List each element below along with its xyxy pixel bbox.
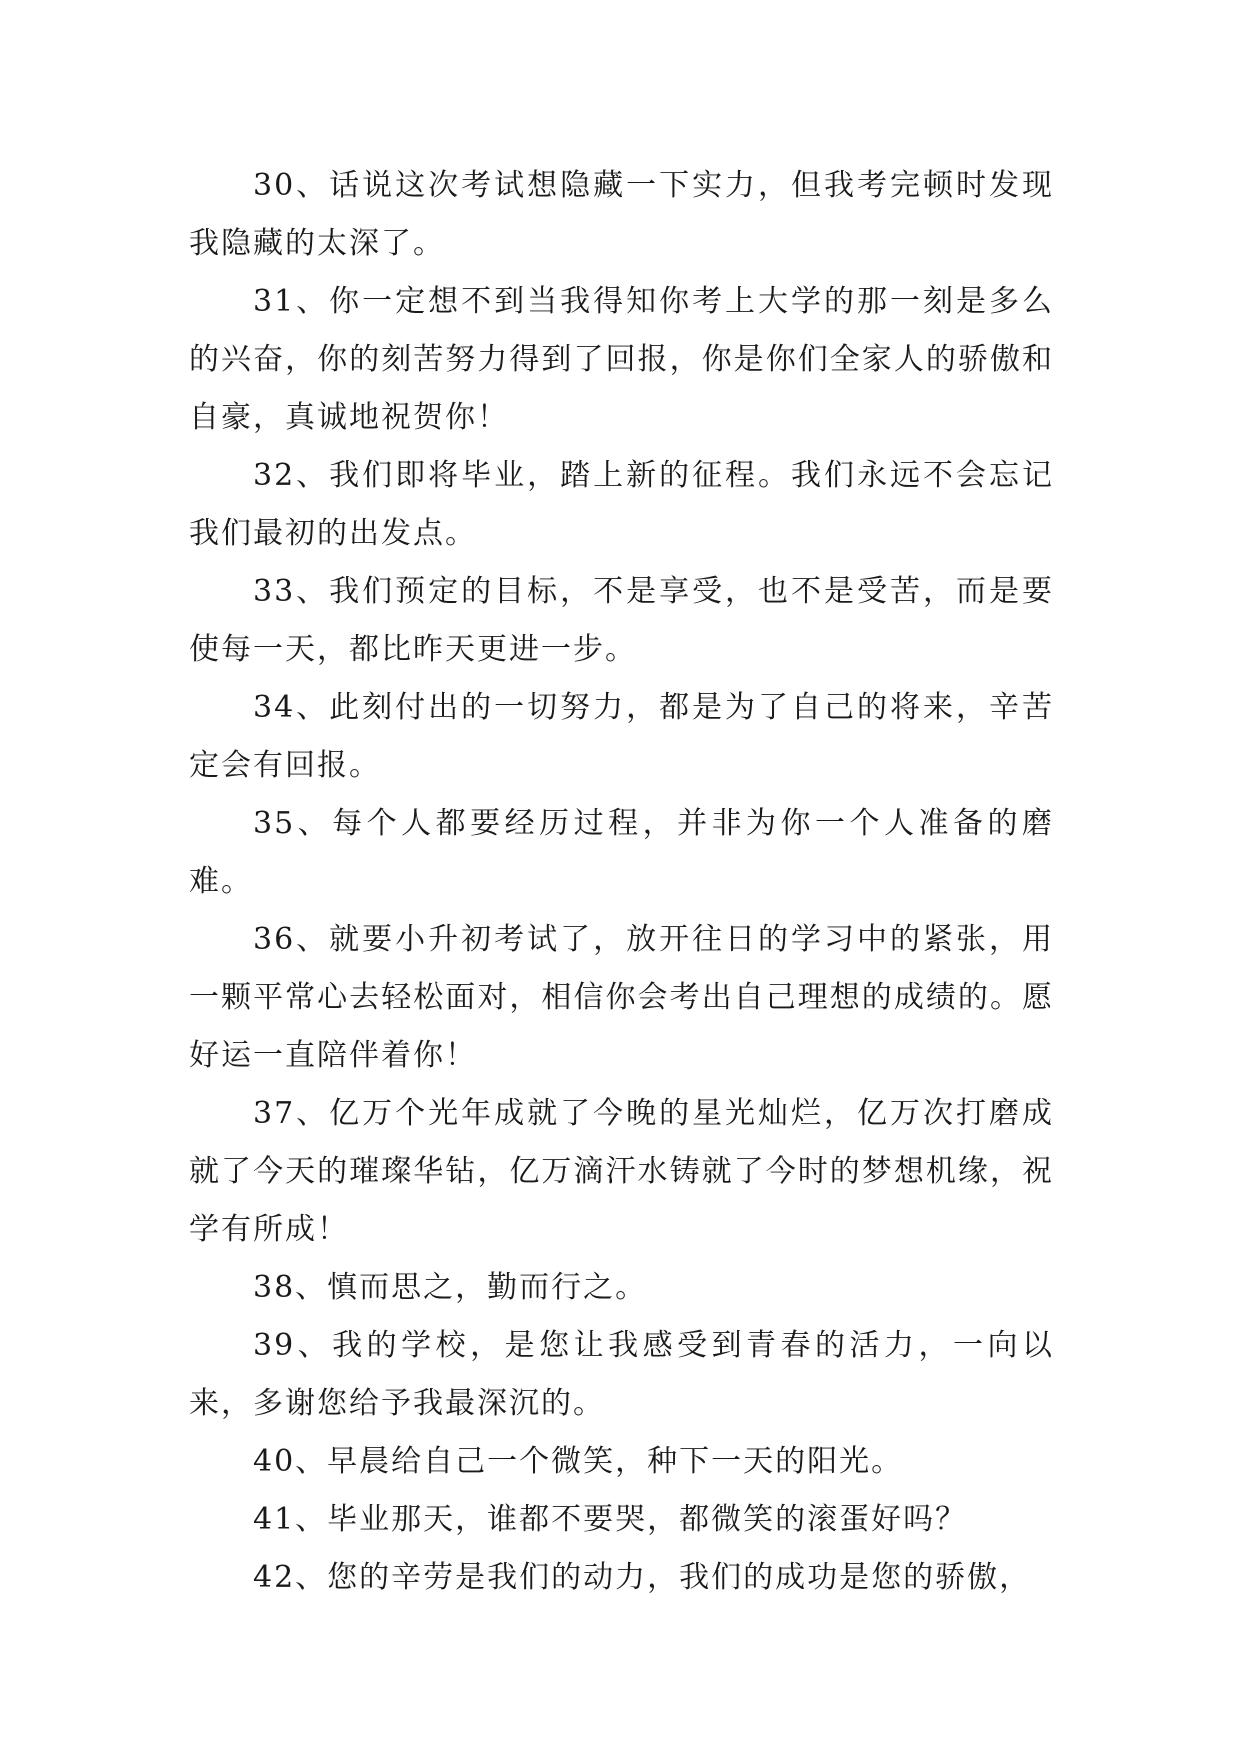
paragraph-34: 34、此刻付出的一切努力，都是为了自己的将来，辛苦定会有回报。	[189, 690, 1054, 783]
paragraph-30: 30、话说这次考试想隐藏一下实力，但我考完顿时发现我隐藏的太深了。	[189, 168, 1054, 261]
paragraph-31: 31、你一定想不到当我得知你考上大学的那一刻是多么的兴奋，你的刻苦努力得到了回报，你是你们全家人的骄傲和自豪，真诚地祝贺你！	[189, 284, 1054, 435]
paragraph-33: 33、我们预定的目标，不是享受，也不是受苦，而是要使每一天，都比昨天更进一步。	[189, 574, 1054, 667]
document-body	[189, 157, 1054, 1607]
paragraph-36: 36、就要小升初考试了，放开往日的学习中的紧张，用一颗平常心去轻松面对，相信你会考出自己理想的成绩的。愿好运一直陪伴着你！	[189, 922, 1054, 1073]
paragraph-39: 39、我的学校，是您让我感受到青春的活力，一向以来，多谢您给予我最深沉的。	[189, 1328, 1054, 1421]
paragraph-40: 40、早晨给自己一个微笑，种下一天的阳光。	[253, 1444, 904, 1479]
paragraph-38: 38、慎而思之，勤而行之。	[253, 1270, 648, 1305]
paragraph-41: 41、毕业那天，谁都不要哭，都微笑的滚蛋好吗？	[253, 1502, 968, 1537]
paragraph-37: 37、亿万个光年成就了今晚的星光灿烂，亿万次打磨成就了今天的璀璨华钻，亿万滴汗水铸就了今时的梦想机缘，祝学有所成！	[189, 1096, 1054, 1247]
paragraph-32: 32、我们即将毕业，踏上新的征程。我们永远不会忘记我们最初的出发点。	[189, 458, 1054, 551]
paragraph-42: 42、您的辛劳是我们的动力，我们的成功是您的骄傲，	[253, 1560, 1032, 1595]
paragraph-35: 35、每个人都要经历过程，并非为你一个人准备的磨难。	[189, 806, 1054, 899]
